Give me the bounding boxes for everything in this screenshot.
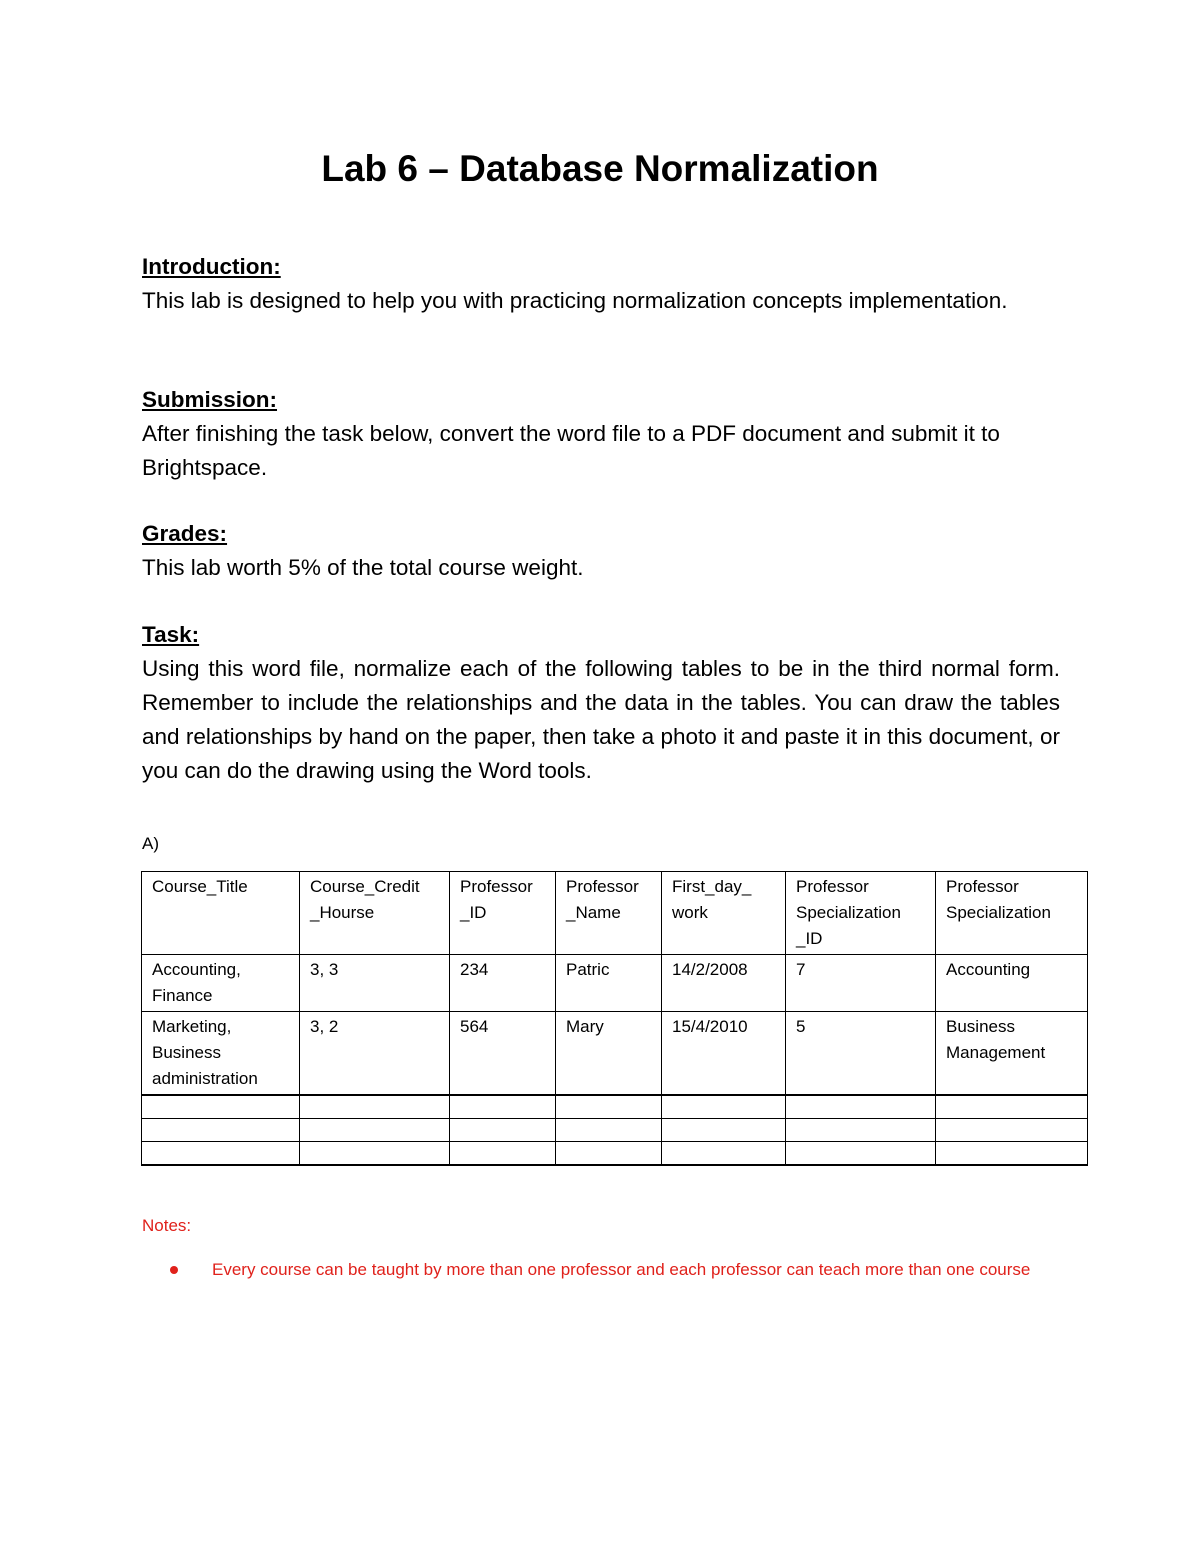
- introduction-section: [142, 250, 1060, 318]
- table-empty-cell: [936, 1095, 1088, 1119]
- table-empty-cell: [936, 1142, 1088, 1166]
- table-empty-cell: [142, 1142, 300, 1166]
- table-header-cell: First_day_ work: [662, 872, 786, 955]
- table-empty-row: [142, 1119, 1088, 1142]
- table-cell: 3, 2: [300, 1012, 450, 1096]
- course-professor-table: [141, 871, 1088, 1166]
- table-empty-cell: [300, 1142, 450, 1166]
- table-empty-cell: [300, 1119, 450, 1142]
- submission-section: [142, 383, 1060, 485]
- note-text: Every course can be taught by more than one professor and each professor can teach more than one course: [212, 1260, 1031, 1279]
- table-empty-cell: [936, 1119, 1088, 1142]
- table-empty-cell: [786, 1095, 936, 1119]
- table-cell: 15/4/2010: [662, 1012, 786, 1096]
- table-header-cell: Course_Credit _Hourse: [300, 872, 450, 955]
- table-cell: Marketing, Business administration: [142, 1012, 300, 1096]
- table-empty-row: [142, 1095, 1088, 1119]
- table-cell: 564: [450, 1012, 556, 1096]
- task-heading: Task:: [142, 622, 200, 647]
- table-header-cell: Professor _Name: [556, 872, 662, 955]
- table-cell: Patric: [556, 955, 662, 1012]
- table-cell: Mary: [556, 1012, 662, 1096]
- table-empty-cell: [300, 1095, 450, 1119]
- table-empty-cell: [450, 1142, 556, 1166]
- table-header-row: [142, 872, 1088, 955]
- introduction-heading: Introduction:: [142, 254, 281, 279]
- table-empty-cell: [662, 1119, 786, 1142]
- table-empty-cell: [786, 1119, 936, 1142]
- table-cell: Business Management: [936, 1012, 1088, 1096]
- table-cell: 3, 3: [300, 955, 450, 1012]
- submission-text: After finishing the task below, convert the word file to a PDF document and submit it to Brightspace.: [142, 421, 1000, 480]
- table-header-cell: Course_Title: [142, 872, 300, 955]
- table-empty-cell: [786, 1142, 936, 1166]
- table-cell: 7: [786, 955, 936, 1012]
- table-empty-cell: [142, 1119, 300, 1142]
- grades-section: [142, 517, 1060, 585]
- grades-heading: Grades:: [142, 521, 228, 546]
- table-empty-cell: [450, 1119, 556, 1142]
- table-row: [142, 955, 1088, 1012]
- table-cell: 5: [786, 1012, 936, 1096]
- list-item: [170, 1256, 1070, 1284]
- table-cell: Accounting: [936, 955, 1088, 1012]
- table-empty-cell: [556, 1142, 662, 1166]
- document-title: Lab 6 – Database Normalization: [321, 148, 879, 189]
- table-empty-cell: [662, 1095, 786, 1119]
- notes-list: [170, 1256, 1070, 1284]
- table-cell: Accounting, Finance: [142, 955, 300, 1012]
- table-cell: 234: [450, 955, 556, 1012]
- task-section: [142, 618, 1060, 788]
- table-header-cell: Professor Specialization _ID: [786, 872, 936, 955]
- task-text: Using this word file, normalize each of the following tables to be in the third normal form. Remember to include the relationships and the data in the tables. You can draw the tables and relationships by hand on the paper, then take a photo it and paste it in this document, or you can do the drawing using the Word tools.: [142, 656, 1060, 783]
- table-empty-row: [142, 1142, 1088, 1166]
- table-empty-cell: [450, 1095, 556, 1119]
- table-empty-cell: [662, 1142, 786, 1166]
- table-header-cell: Professor _ID: [450, 872, 556, 955]
- notes-label: Notes:: [142, 1216, 192, 1235]
- table-header-cell: Professor Specialization: [936, 872, 1088, 955]
- introduction-text: This lab is designed to help you with practicing normalization concepts implementation.: [142, 288, 1008, 313]
- grades-text: This lab worth 5% of the total course weight.: [142, 555, 584, 580]
- table-row: [142, 1012, 1088, 1096]
- table-label: A): [142, 834, 159, 853]
- table-empty-cell: [556, 1119, 662, 1142]
- table-empty-cell: [556, 1095, 662, 1119]
- submission-heading: Submission:: [142, 387, 278, 412]
- table-empty-cell: [142, 1095, 300, 1119]
- table-cell: 14/2/2008: [662, 955, 786, 1012]
- bullet-icon: [170, 1266, 178, 1274]
